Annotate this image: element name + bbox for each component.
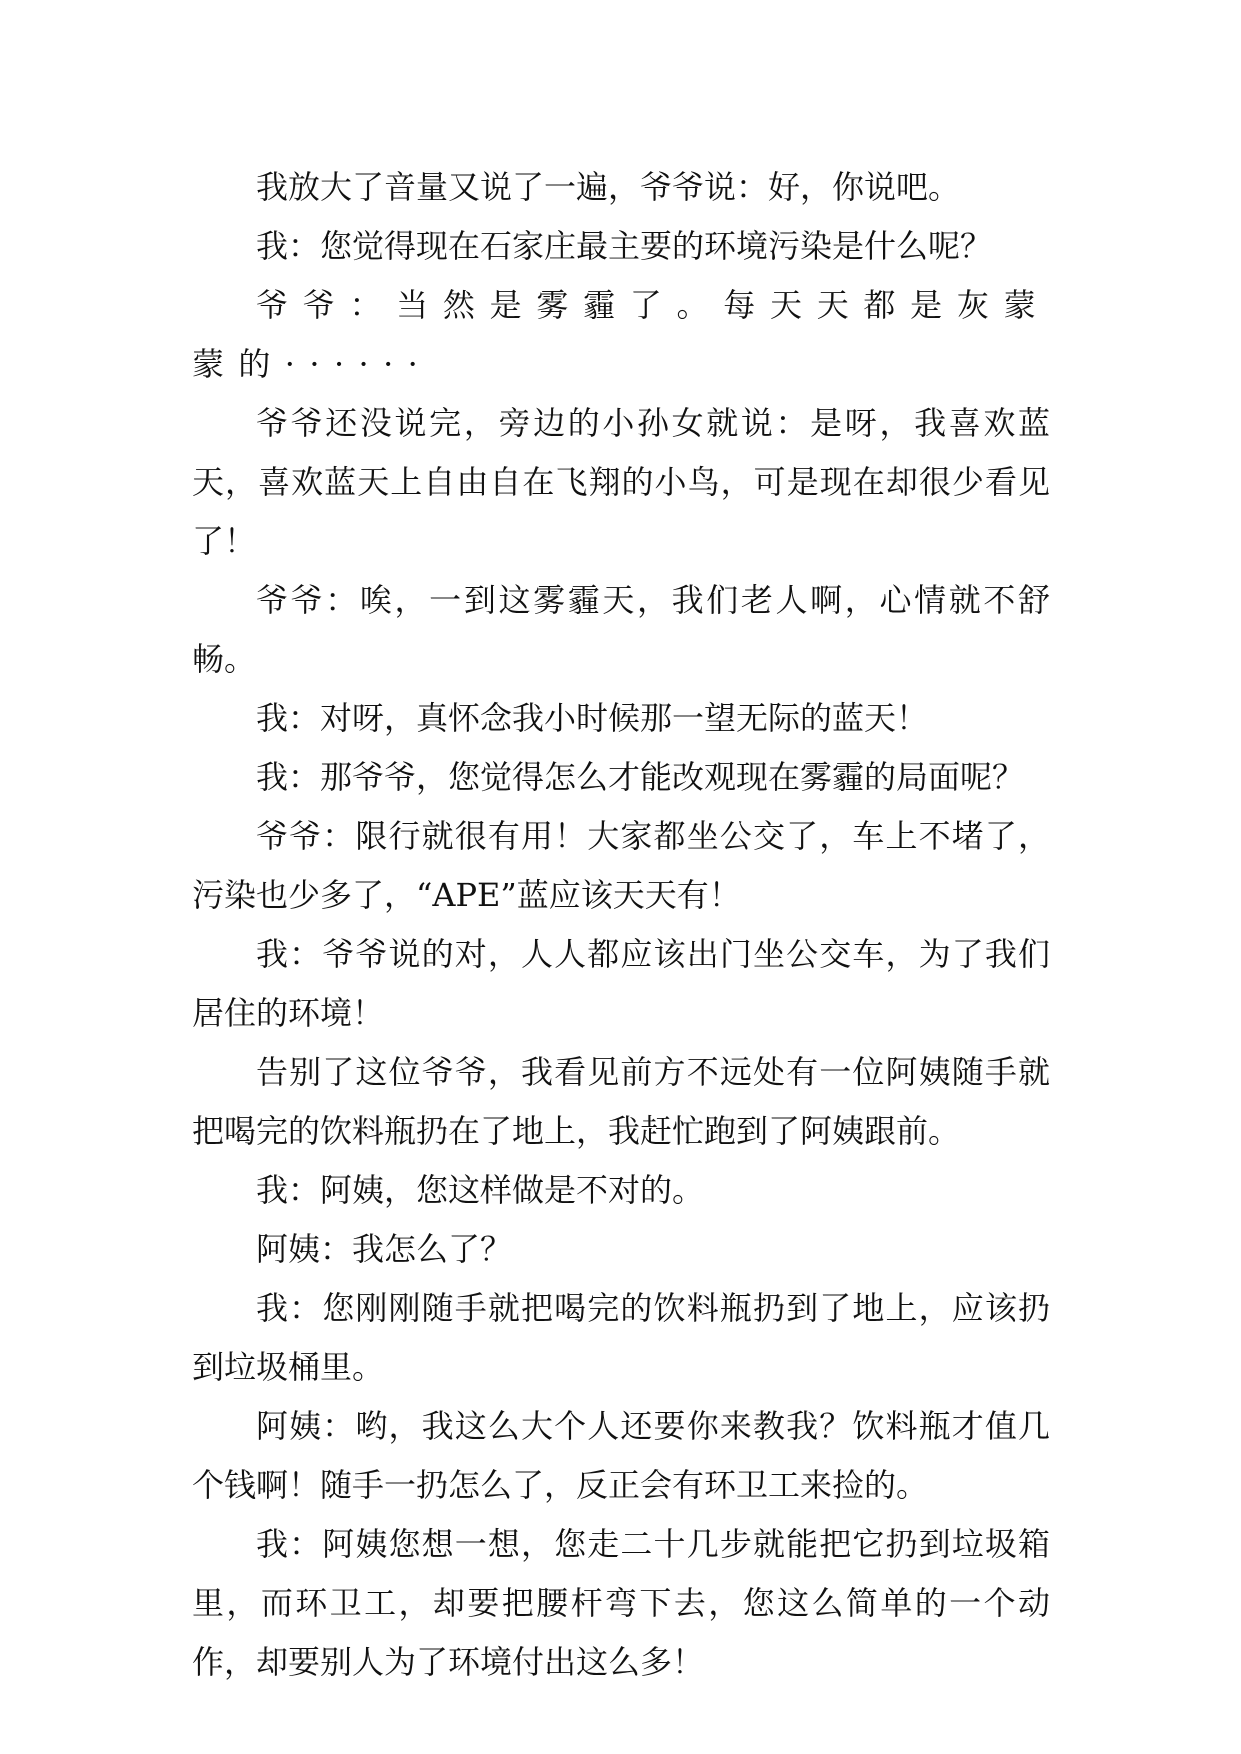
paragraph-12: 阿姨：我怎么了？	[256, 1230, 513, 1268]
paragraph-7: 我：那爷爷，您觉得怎么才能改观现在雾霾的局面呢？	[256, 758, 1025, 796]
paragraph-13: 我：您刚刚随手就把喝完的饮料瓶扔到了地上，应该扔到垃圾桶里。	[192, 1289, 1050, 1386]
paragraph-15: 我：阿姨您想一想，您走二十几步就能把它扔到垃圾箱里，而环卫工，却要把腰杆弯下去，您这么简单的一个动作，却要别人为了环境付出这么多！	[192, 1525, 1050, 1681]
paragraph-8: 爷爷：限行就很有用！大家都坐公交了，车上不堵了，污染也少多了，“APE”蓝应该天天有！	[192, 817, 1050, 914]
document-body	[192, 158, 1050, 1692]
paragraph-4: 爷爷还没说完，旁边的小孙女就说：是呀，我喜欢蓝天，喜欢蓝天上自由自在飞翔的小鸟，可是现在却很少看见了！	[192, 404, 1050, 560]
paragraph-6: 我：对呀，真怀念我小时候那一望无际的蓝天！	[256, 699, 929, 737]
paragraph-10: 告别了这位爷爷，我看见前方不远处有一位阿姨随手就把喝完的饮料瓶扔在了地上，我赶忙跑到了阿姨跟前。	[192, 1053, 1050, 1150]
paragraph-3: 爷爷：当然是雾霾了。每天天都是灰蒙蒙的······	[192, 286, 1050, 383]
paragraph-2: 我：您觉得现在石家庄最主要的环境污染是什么呢？	[256, 227, 993, 265]
paragraph-1: 我放大了音量又说了一遍，爷爷说：好，你说吧。	[256, 168, 961, 206]
paragraph-9: 我：爷爷说的对，人人都应该出门坐公交车，为了我们居住的环境！	[192, 935, 1050, 1032]
paragraph-5: 爷爷：唉，一到这雾霾天，我们老人啊，心情就不舒畅。	[192, 581, 1050, 678]
paragraph-14: 阿姨：哟，我这么大个人还要你来教我？饮料瓶才值几个钱啊！随手一扔怎么了，反正会有环卫工来捡的。	[192, 1407, 1050, 1504]
paragraph-11: 我：阿姨，您这样做是不对的。	[256, 1171, 705, 1209]
